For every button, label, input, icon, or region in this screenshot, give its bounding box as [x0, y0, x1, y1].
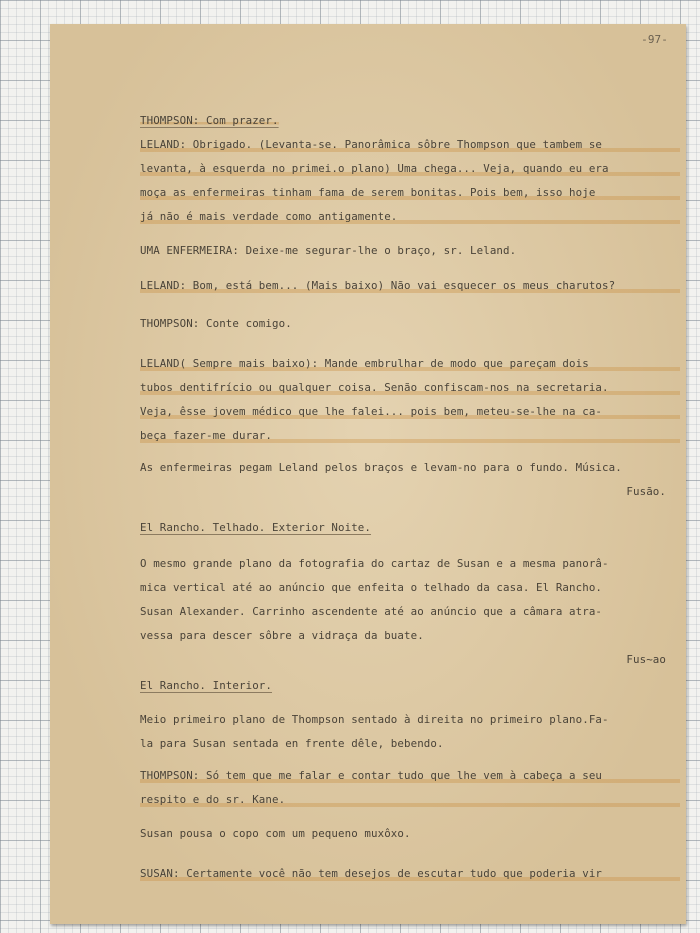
script-line: UMA ENFERMEIRA: Deixe-me segurar-lhe o braço, sr. Leland.: [140, 244, 517, 257]
script-line: respito e do sr. Kane.: [140, 788, 680, 812]
script-line: já não é mais verdade como antigamente.: [140, 205, 680, 229]
script-line: Veja, êsse jovem médico que lhe falei... pois bem, meteu-se-lhe na ca-: [140, 400, 680, 424]
page-number: -97-: [641, 33, 668, 46]
script-line: As enfermeiras pegam Leland pelos braços e levam-no para o fundo. Música.: [140, 461, 622, 474]
script-line: LELAND: Obrigado. (Levanta-se. Panorâmica sôbre Thompson que tambem se: [140, 133, 680, 157]
script-line: THOMPSON: Conte comigo.: [140, 317, 292, 330]
script-line: levanta, à esquerda no primei.o plano) Uma chega... Veja, quando eu era: [140, 157, 680, 181]
script-line: O mesmo grande plano da fotografia do cartaz de Susan e a mesma panorâ-: [140, 557, 609, 570]
script-line: LELAND( Sempre mais baixo): Mande embrulhar de modo que pareçam dois: [140, 352, 680, 376]
script-line: THOMPSON: Com prazer.: [140, 114, 279, 127]
script-line: LELAND: Bom, está bem... (Mais baixo) Não vai esquecer os meus charutos?: [140, 274, 680, 298]
script-line: SUSAN: Certamente você não tem desejos de escutar tudo que poderia vir: [140, 862, 680, 886]
script-line: moça as enfermeiras tinham fama de serem bonitas. Pois bem, isso hoje: [140, 181, 680, 205]
script-line: Fus~ao: [626, 653, 666, 666]
script-line: vessa para descer sôbre a vidraça da buate.: [140, 629, 424, 642]
script-line: tubos dentifrício ou qualquer coisa. Senão confiscam-nos na secretaria.: [140, 376, 680, 400]
script-line: mica vertical até ao anúncio que enfeita o telhado da casa. El Rancho.: [140, 581, 603, 594]
script-line: Susan Alexander. Carrinho ascendente até ao anúncio que a câmara atra-: [140, 605, 603, 618]
script-line: la para Susan sentada en frente dêle, bebendo.: [140, 737, 444, 750]
script-line: Meio primeiro plano de Thompson sentado à direita no primeiro plano.Fa-: [140, 713, 609, 726]
script-line: THOMPSON: Só tem que me falar e contar tudo que lhe vem à cabeça a seu: [140, 764, 680, 788]
scene-heading: El Rancho. Telhado. Exterior Noite.: [140, 521, 372, 534]
script-line: Fusão.: [626, 485, 666, 498]
script-line: Susan pousa o copo com um pequeno muxôxo.: [140, 827, 411, 840]
scene-heading: El Rancho. Interior.: [140, 679, 273, 692]
script-line: beça fazer-me durar.: [140, 424, 680, 448]
typewritten-page: [50, 24, 686, 924]
